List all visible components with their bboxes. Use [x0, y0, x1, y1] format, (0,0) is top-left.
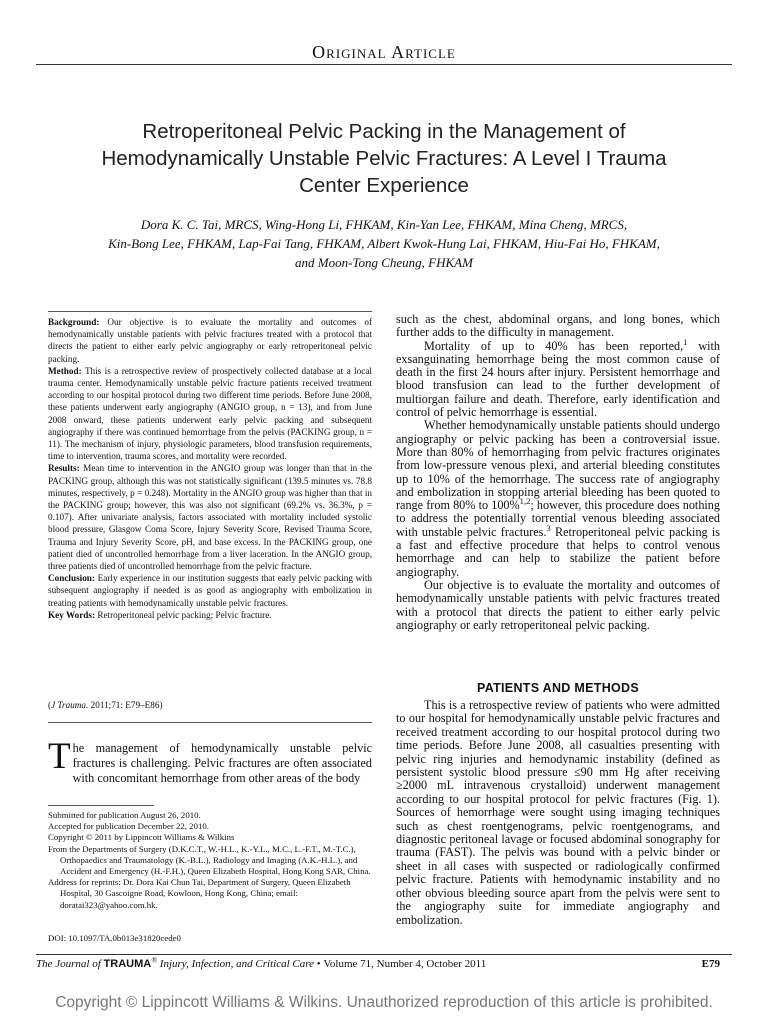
abstract-top-rule [48, 311, 372, 312]
introduction-paragraph [48, 736, 372, 787]
abstract-keywords [48, 609, 372, 621]
author-list [50, 215, 718, 272]
abstract-background [48, 316, 372, 365]
p3-part-a: Whether hemodynamically unstable patients should undergo angiography or pelvic packing has been a controversial issue. More than 80% of hemorrhaging from pelvic fractures originates from low-pressure venous plexi, and arterial bleeding constitutes up to 10% of the hemorrhage. The success rate of angiography and embolization in stopping arterial bleeding has been quoted to range from 80% to 100% [396, 418, 720, 513]
body-paragraph-3 [396, 419, 720, 579]
header-rule [36, 64, 732, 65]
methods-paragraph: This is a retrospective review of patients who were admitted to our hospital for hemodynamically unstable pelvic fractures and received treatment according to our hospital protocol during two time periods. Before June 2008, all casualties presenting with pelvic ring injuries and hemodynamic instability (defined as persistent systolic blood pressure ≤90 mm Hg after receiving ≥2000 mL intravenous crystalloid) underwent management according to our hospital protocol for pelvic fractures (Fig. 1). Sources of hemorrhage were sought using imaging techniques such as chest roentgenograms, pelvic roentgenograms, and diagnostic peritoneal lavage or focused abdominal sonography for trauma (FAST). The pelvis was bound with a pelvic binder or sheet in all cases with suspected or radiologically confirmed pelvic fracture. Patients with hemodynamic instability and no other obvious bleeding source apart from the pelvis were sent to the angiography suite for immediate angiography and embolization. [396, 698, 720, 927]
doi: DOI: 10.1097/TA.0b013e31820cede0 [48, 933, 181, 943]
background-text: Our objective is to evaluate the mortality and outcomes of hemodynamically unstable patients with pelvic fractures treated with a protocol that directs the patient to either early pelvic angiography or early retroperitoneal pelvic packing. [48, 317, 373, 364]
affiliations: From the Departments of Surgery (D.K.C.T., W.-H.L., K.-Y.L., M.C., L.-F.T., M.-T.C.), Orthopaedics and Traumatology (K.-B.L.), Radiology and Imaging (A.K.-H.L.), and Accident and Emergency (H.-F.H.), Queen Elizabeth Hospital, Hong Kong SAR, China. [48, 843, 371, 877]
issue-info: Volume 71, Number 4, October 2011 [323, 958, 487, 970]
conclusion-text: Early experience in our institution suggests that early pelvic packing with subsequent angiography if needed is as good as angiography with embolization in treating patients with hemodynamically unstable pelvic fractures. [48, 573, 372, 608]
author-line-3: and Moon-Tong Cheung, FHKAM [295, 255, 473, 270]
copyright-watermark: Copyright © Lippincott Williams & Wilkins. Unauthorized reproduction of this article is prohibited. [55, 994, 713, 1011]
reprints-address: Address for reprints: Dr. Dora Kai Chun Tai, Department of Surgery, Queen Elizabeth Hospital, 30 Gascoigne Road, Kowloon, Hong Kong, China; email: doratai323@yahoo.com.hk. [48, 877, 351, 910]
keywords-text: Retroperitoneal pelvic packing; Pelvic fracture. [97, 609, 272, 620]
body-paragraph-4: Our objective is to evaluate the mortality and outcomes of hemodynamically unstable patients with pelvic fractures treated with a protocol that directs the patient to either early pelvic angiography or early retroperitoneal pelvic packing. [396, 577, 720, 632]
citation-open-paren: ( [48, 700, 52, 710]
accepted-date: Accepted for publication December 22, 2010. [48, 821, 209, 832]
footnote-rule [48, 805, 154, 806]
footnotes [48, 810, 372, 911]
p2-part-a: Mortality of up to 40% has been reported, [424, 338, 684, 353]
abstract [48, 316, 372, 621]
right-column-text [396, 313, 720, 632]
abstract-method [48, 365, 372, 463]
keywords-label: Key Words: [48, 609, 96, 620]
background-label: Background: [48, 317, 100, 327]
p3-part-c: Retroperitoneal pelvic packing is a fast and effective procedure that helps to control venous hemorrhage and can help to stabilize the patient before angiography. [396, 524, 720, 579]
abstract-results [48, 462, 372, 572]
submitted-date: Submitted for publication August 26, 2010. [48, 810, 201, 820]
article-title: Retroperitoneal Pelvic Packing in the Management of Hemodynamically Unstable Pelvic Fractures: A Level I Trauma Center Experience [101, 120, 667, 197]
results-text: Mean time to intervention in the ANGIO group was longer than that in the PACKING group, although this was not statistically significant (139.5 minutes vs. 78.8 minutes, respectively, p = 0.248). Mortality in the ANGIO group was higher than that in the PACKING group; however, this was also not significant (69.2% vs. 36.3%, p = 0.107). After univariate analysis, factors associated with mortality included systolic blood pressure, Glasgow Coma Score, Injury Severity Score, Revised Trauma Score, Trauma and Injury Severity Score, pH, and base excess. In the PACKING group, one patient died of uncontrolled hemorrhage from a liver laceration. In the ANGIO group, three patients died of uncontrolled hemorrhage from the pelvic fracture. [48, 463, 372, 572]
intro-text: he management of hemodynamically unstable pelvic fractures is challenging. Pelvic fractures are often associated with concomitant hemorrhage from other areas of the body [72, 741, 372, 786]
body-paragraph-1: such as the chest, abdominal organs, and long bones, which further adds to the difficulty in management. [396, 312, 720, 340]
drop-cap: T [48, 736, 71, 777]
section-heading-methods: PATIENTS AND METHODS [476, 681, 640, 695]
journal-subtitle: Injury, Infection, and Critical Care [157, 958, 314, 970]
page-number: E79 [701, 958, 720, 970]
article-type-label: Original Article [312, 42, 456, 62]
conclusion-label: Conclusion: [48, 573, 95, 584]
footer-bullet: • [316, 958, 321, 970]
registered-mark: ® [151, 955, 158, 965]
results-label: Results: [48, 463, 80, 474]
article-type-heading [0, 42, 768, 63]
p3-part-b: ; however, this procedure does nothing to address the potentially torrential venous bleeding associated with unstable pelvic fractures. [396, 498, 720, 539]
abstract-conclusion [48, 572, 372, 609]
journal-name: TRAUMA [103, 958, 152, 970]
citation-journal: J Trauma. [51, 700, 89, 710]
author-line-1: Dora K. C. Tai, MRCS, Wing-Hong Li, FHKAM, Kin-Yan Lee, FHKAM, Mina Cheng, MRCS, [140, 217, 628, 232]
journal-citation [48, 700, 372, 710]
abstract-bottom-rule [48, 722, 372, 723]
reference-marker: 1 [683, 336, 688, 347]
method-label: Method: [48, 365, 82, 376]
citation-volume: 2011;71: E79–E86) [90, 700, 163, 710]
journal-running-title [36, 955, 487, 970]
footer-rule [36, 954, 732, 955]
body-paragraph-2 [396, 336, 720, 420]
p2-part-b: with exsanguinating hemorrhage being the most common cause of death in the first 24 hours after injury. Persistent hemorrhage and blood transfusion can lead to the further development of multiorgan failure and death. Therefore, early identification and control of pelvic hemorrhage is essential. [396, 338, 720, 420]
author-line-2: Kin-Bong Lee, FHKAM, Lap-Fai Tang, FHKAM, Albert Kwok-Hung Lai, FHKAM, Hiu-Fai Ho, FHKAM, [108, 236, 660, 251]
reference-marker: 3 [546, 522, 551, 533]
copyright-notice: Copyright © 2011 by Lippincott Williams & Wilkins [48, 832, 235, 843]
page-footer [36, 955, 720, 970]
method-text: This is a retrospective review of prospectively collected database at a local trauma center. Hemodynamically unstable pelvic fracture patients received treatment according to our hospital protocol during two different time periods. Before June 2008, these patients underwent early angiography (ANGIO group, n = 13), and from June 2008 onward, these patients underwent early pelvic packing and subsequent angiography if there was continued hemorrhage from the pelvis (PACKING group, n = 11). The mechanism of injury, physiologic parameters, blood transfusion requirements, time to intervention, trauma scores, and mortality were recorded. [48, 365, 372, 462]
journal-prefix: The Journal of [36, 958, 104, 970]
reference-marker: 1,2 [519, 496, 531, 507]
